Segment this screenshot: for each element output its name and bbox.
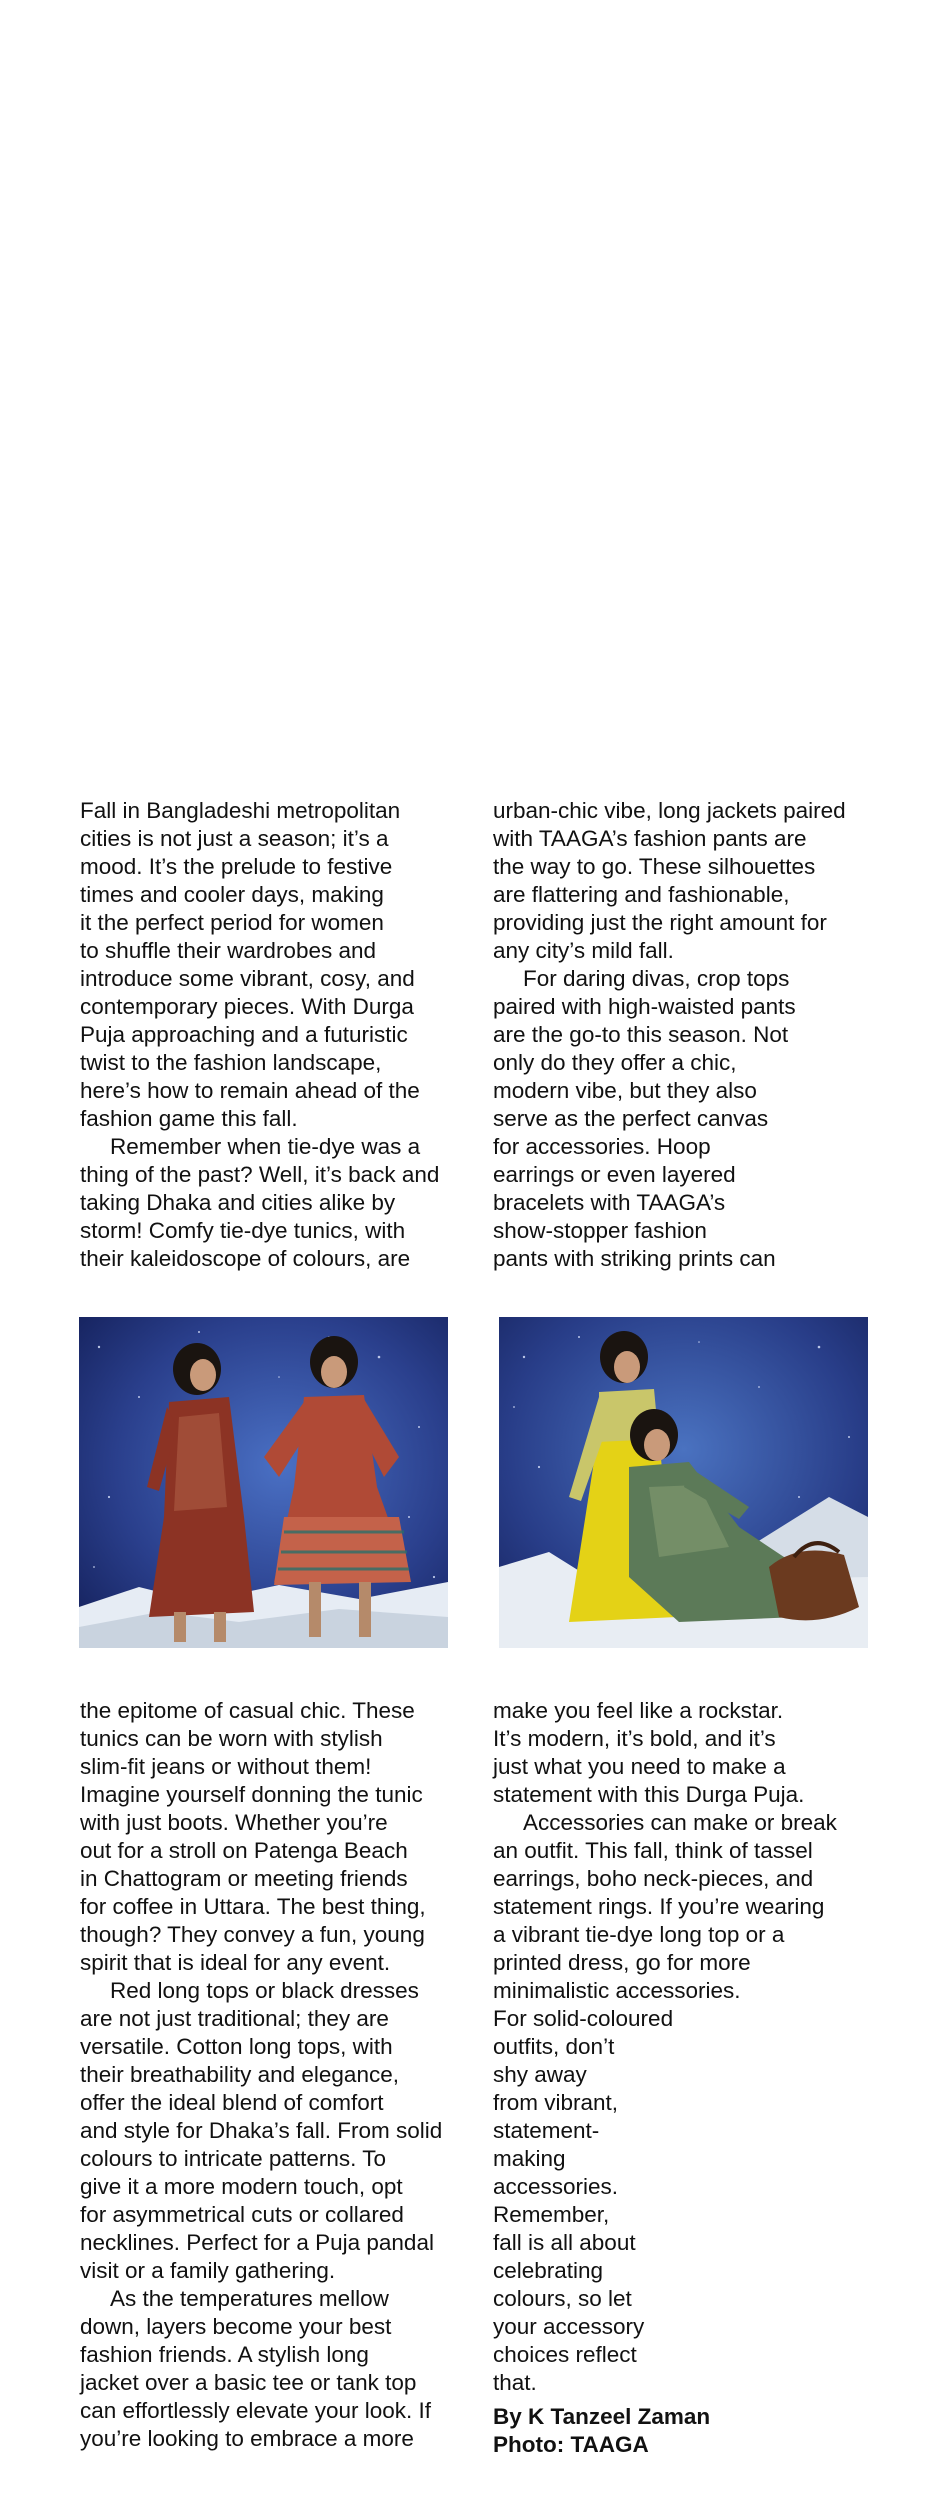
paragraph: For daring divas, crop tops paired with high-waisted pants are the go-to this season. Not only do they offer a chic, modern vibe, but they also serve as the perfect canvas for accessories. Hoop earrings or even layered bracelets with TAAGA’s show-stopper fashion pants with striking prints can <box>493 966 796 1271</box>
column-2-top <box>493 797 873 1273</box>
paragraph: make you feel like a rockstar. It’s modern, it’s bold, and it’s just what you need to make a statement with this Durga Puja. <box>493 1698 805 1807</box>
paragraph: Accessories can make or break an outfit. This fall, think of tassel earrings, boho neck-pieces, and statement rings. If you’re wearing a vibrant tie-dye long top or a printed dress, go for more minimalistic accessories. For solid-coloured outfits, don’t shy away from vibrant, statement- making accessories. Remember, fall is all about celebrating colours, so let your accessory choices reflect that. <box>493 1810 837 2395</box>
credits <box>493 2403 873 2459</box>
column-1-bottom <box>80 1697 460 2453</box>
fashion-photo-right <box>499 1317 868 1648</box>
paragraph: Remember when tie-dye was a thing of the past? Well, it’s back and taking Dhaka and cities alike by storm! Comfy tie-dye tunics, with their kaleidoscope of colours, are <box>80 1134 440 1271</box>
author-credit: By K Tanzeel Zaman <box>493 2404 711 2429</box>
paragraph: As the temperatures mellow down, layers become your best fashion friends. A stylish long jacket over a basic tee or tank top can effortlessly elevate your look. If you’re looking to embrace a more <box>80 2286 432 2451</box>
column-2-bottom <box>493 1697 873 2459</box>
paragraph: Fall in Bangladeshi metropolitan cities is not just a season; it’s a mood. It’s the prelude to festive times and cooler days, making it the perfect period for women to shuffle their wardrobes and introduce some vibrant, cosy, and contemporary pieces. With Durga Puja approaching and a futuristic twist to the fashion landscape, here’s how to remain ahead of the fashion game this fall. <box>80 798 420 1131</box>
fashion-photo-two-models-yellow-green-icon <box>499 1317 868 1648</box>
paragraph: the epitome of casual chic. These tunics can be worn with stylish slim-fit jeans or without them! Imagine yourself donning the tunic with just boots. Whether you’re out for a stroll on Patenga Beach in Chattogram or meeting friends for coffee in Uttara. The best thing, though? They convey a fun, young spirit that is ideal for any event. <box>80 1698 426 1975</box>
paragraph: urban-chic vibe, long jackets paired with TAAGA’s fashion pants are the way to go. These silhouettes are flattering and fashionable, providing just the right amount for any city’s mild fall. <box>493 798 846 963</box>
fashion-photo-left <box>79 1317 448 1648</box>
column-1-top <box>80 797 460 1273</box>
fashion-photo-two-models-red-dresses-icon <box>79 1317 448 1648</box>
photo-credit: Photo: TAAGA <box>493 2432 649 2457</box>
paragraph: Red long tops or black dresses are not just traditional; they are versatile. Cotton long tops, with their breathability and elegance, offer the ideal blend of comfort and style for Dhaka’s fall. From solid colours to intricate patterns. To give it a more modern touch, opt for asymmetrical cuts or collared necklines. Perfect for a Puja pandal visit or a family gathering. <box>80 1978 443 2283</box>
